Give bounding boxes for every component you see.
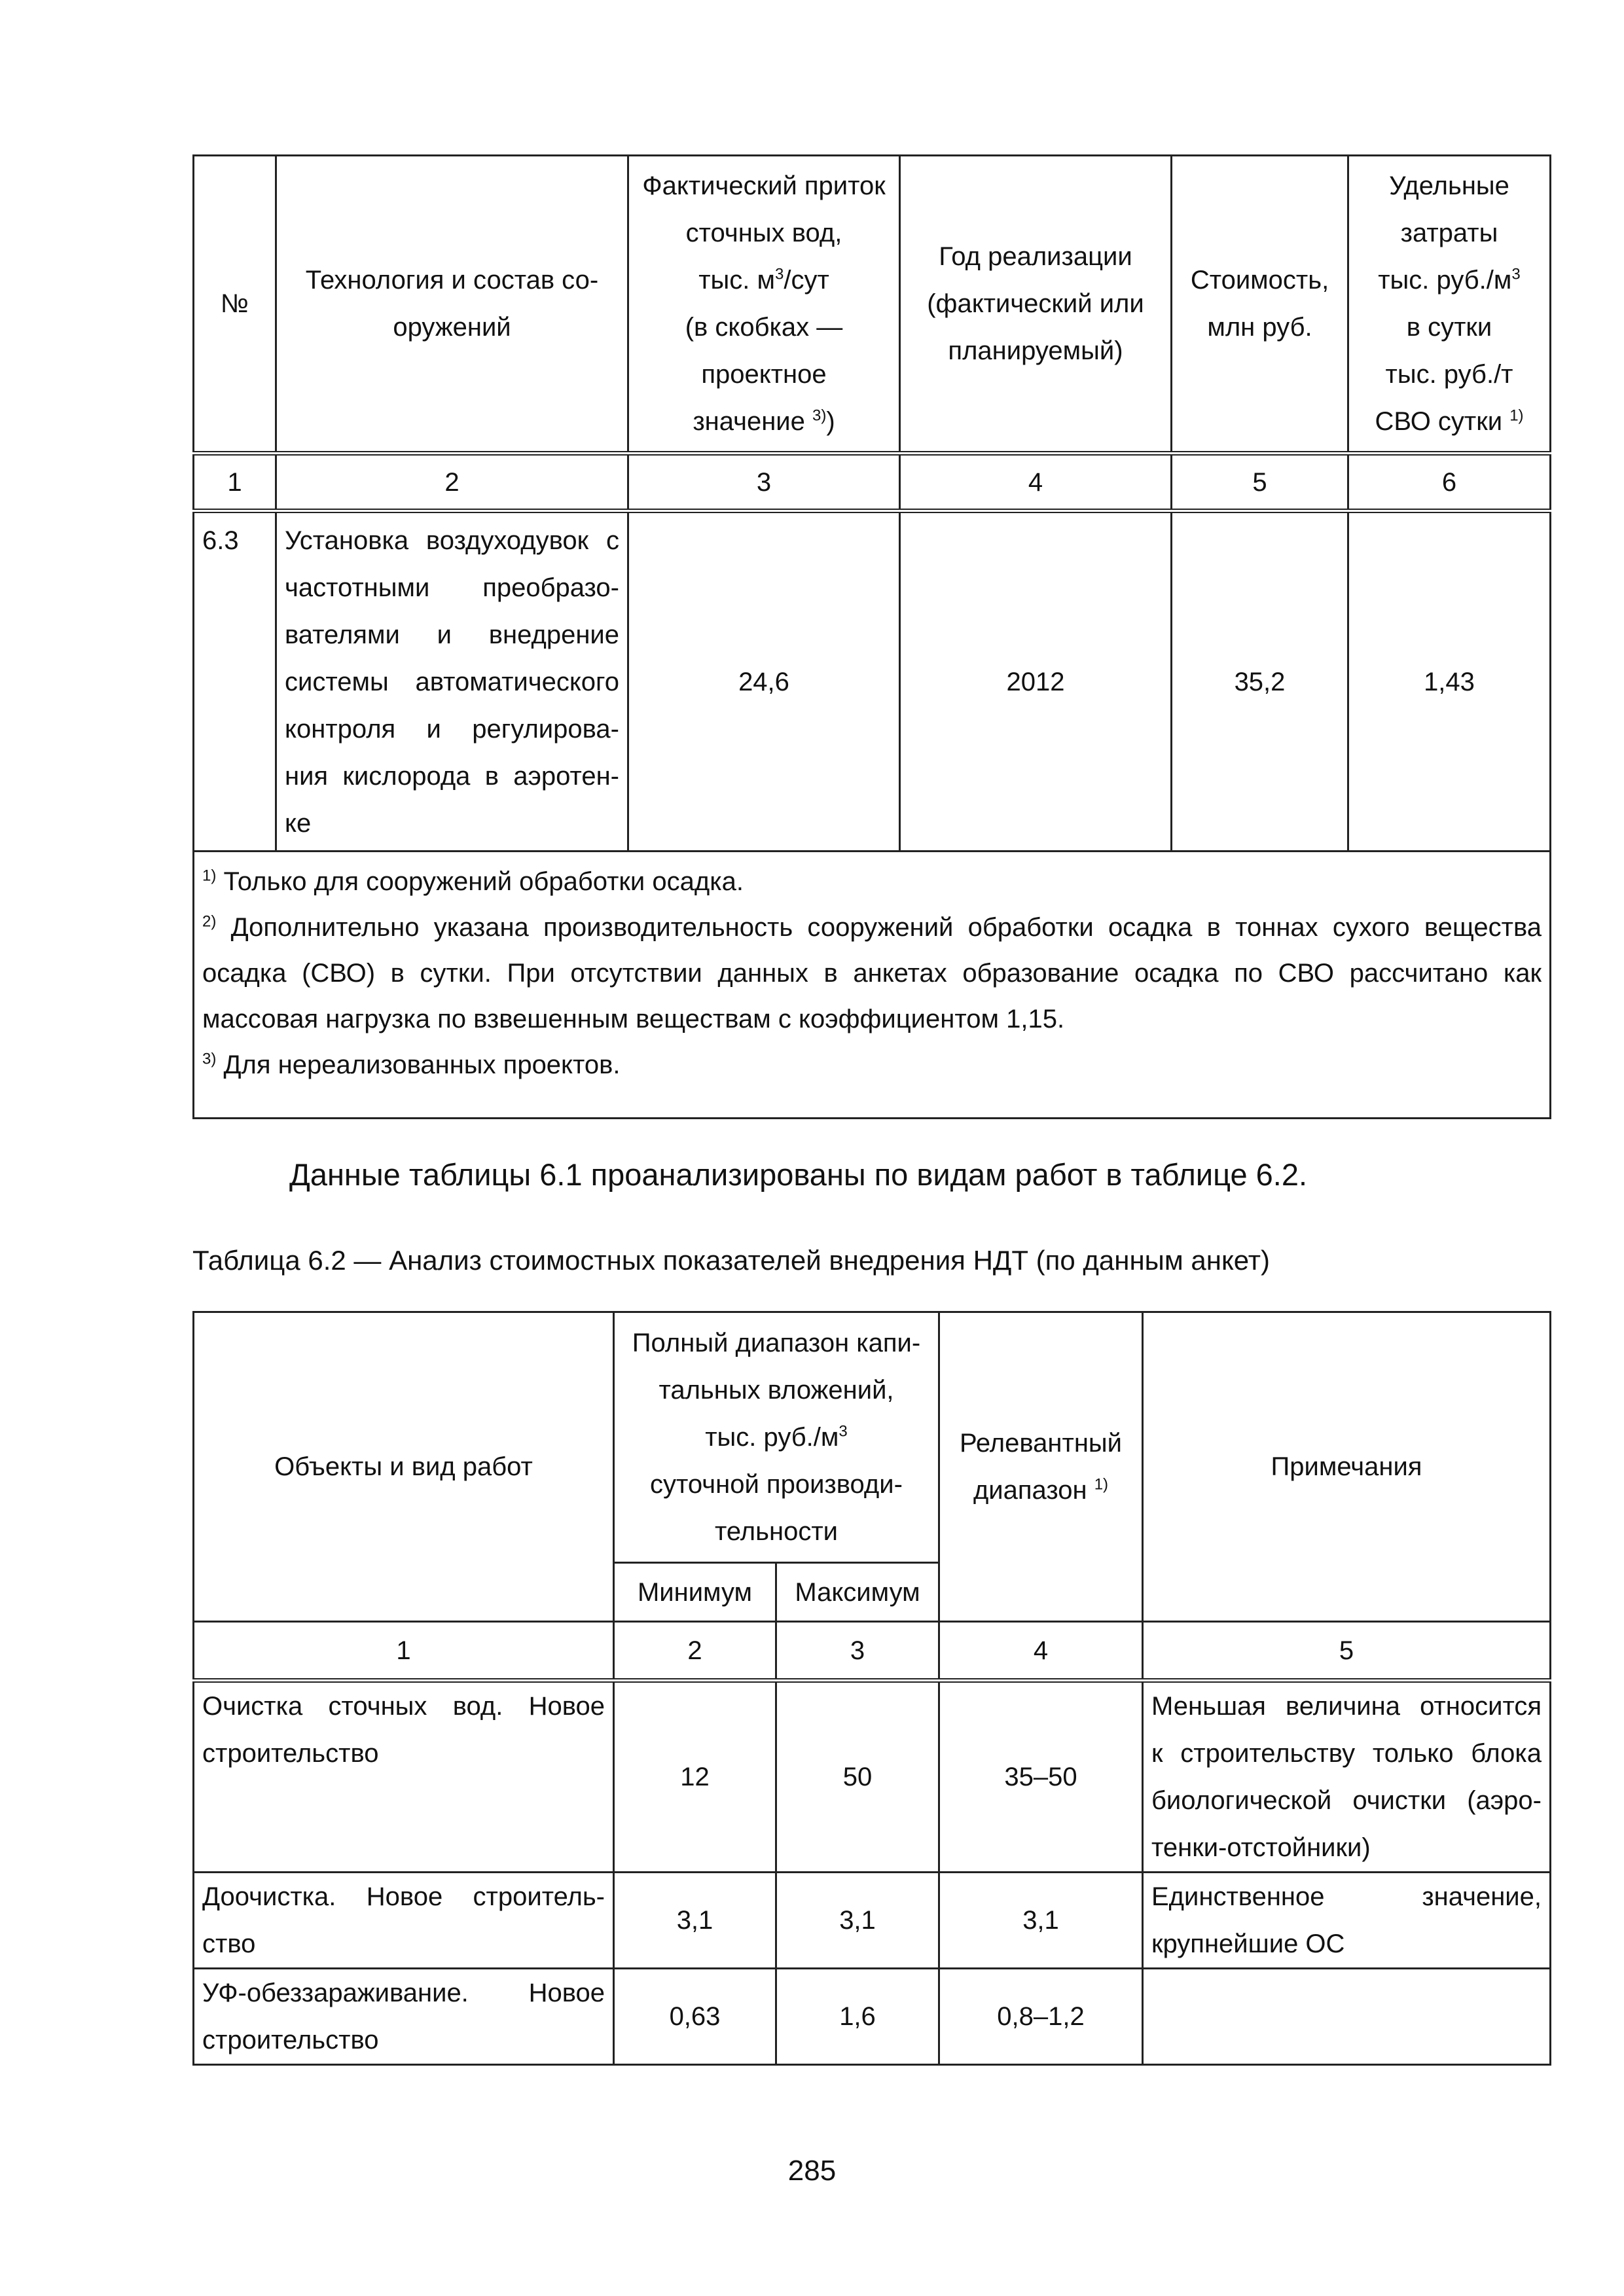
- footnote-2-line-1: $^{2)}$ Дополнительно указана производительность сооружений обработки осадка в тоннах сухого вещества: [202, 912, 1542, 942]
- col-number: 6: [1348, 454, 1551, 511]
- row-max: 50: [776, 1681, 939, 1873]
- row-specific: 1,43: [1348, 511, 1551, 852]
- row-object: УФ-обеззараживание. Новое строительство: [194, 1969, 614, 2065]
- table-6-1: [192, 154, 1551, 1119]
- header-max: Максимум: [776, 1563, 939, 1622]
- footnote-2-line-2: осадка (СВО) в сутки. При отсутствии данных в анкетах образование осадка по СВО рассчитано как: [202, 959, 1542, 988]
- footnote-3: $^{3)}$ Для нереализованных проектов.: [202, 1050, 621, 1079]
- col-number: 2: [614, 1622, 776, 1681]
- column-number-row: [194, 1622, 1551, 1681]
- col-number: 3: [628, 454, 900, 511]
- col-number: 5: [1143, 1622, 1551, 1681]
- row-number: 6.3: [194, 511, 276, 852]
- row-year: 2012: [900, 511, 1172, 852]
- header-row: [194, 156, 1551, 454]
- header-specific: Удельные затраты тыс. $руб./м^3$ в сутки тыс. руб./т СВО сутки $^{1)}$: [1348, 156, 1551, 454]
- table-row: [194, 511, 1551, 852]
- col-number: 3: [776, 1622, 939, 1681]
- table-row: [194, 1681, 1551, 1873]
- body-paragraph: Данные таблицы 6.1 проанализированы по видам работ в таблице 6.2.: [289, 1157, 1308, 1192]
- header-min: Минимум: [614, 1563, 776, 1622]
- footnote-2-line-3: массовая нагрузка по взвешенным веществам с коэффициентом 1,15.: [202, 1005, 1065, 1033]
- col-number: 4: [900, 454, 1172, 511]
- header-inflow: Фактический приток сточных вод, тыс. $м^3$/сут (в скобках — проектное значение $^{3)}$): [628, 156, 900, 454]
- col-number: 4: [939, 1622, 1143, 1681]
- header-num: №: [194, 156, 276, 454]
- col-number: 5: [1172, 454, 1348, 511]
- row-note: Единственное значение, крупнейшие ОС: [1143, 1873, 1551, 1969]
- row-object: Доочистка. Новое строитель- ство: [194, 1873, 614, 1969]
- header-objects: Объекты и вид работ: [194, 1312, 614, 1622]
- row-relevant: 0,8–1,2: [939, 1969, 1143, 2065]
- column-number-row: [194, 454, 1551, 511]
- col-number: 1: [194, 454, 276, 511]
- row-technology: Установка воздуходувок с частотными преобразо- вателями и внедрение системы автоматического контроля и регулирова- ния кислорода в аэротен- ке: [276, 511, 628, 852]
- page-number: 285: [787, 2155, 837, 2187]
- row-cost: 35,2: [1172, 511, 1348, 852]
- row-min: 12: [614, 1681, 776, 1873]
- header-notes: Примечания: [1143, 1312, 1551, 1622]
- header-row-1: [194, 1312, 1551, 1563]
- footnotes: [194, 852, 1551, 1119]
- header-range: Полный диапазон капи- тальных вложений, тыс. $руб./м^3$ суточной производи- тельности: [614, 1312, 939, 1563]
- table-caption: Таблица 6.2 — Анализ стоимостных показателей внедрения НДТ (по данным анкет): [192, 1245, 1270, 1276]
- row-min: 3,1: [614, 1873, 776, 1969]
- header-relevant: Релевантный диапазон $^{1)}$: [939, 1312, 1143, 1622]
- footnote-1: $^{1)}$ Только для сооружений обработки осадка.: [202, 867, 744, 896]
- row-relevant: 3,1: [939, 1873, 1143, 1969]
- row-max: 1,6: [776, 1969, 939, 2065]
- footnotes-row: [194, 852, 1551, 1119]
- header-tech: Технология и состав со- оружений: [276, 156, 628, 454]
- col-number: 1: [194, 1622, 614, 1681]
- table-row: [194, 1969, 1551, 2065]
- col-number: 2: [276, 454, 628, 511]
- row-object: Очистка сточных вод. Новое строительство: [194, 1681, 614, 1873]
- row-min: 0,63: [614, 1969, 776, 2065]
- row-max: 3,1: [776, 1873, 939, 1969]
- table-row: [194, 1873, 1551, 1969]
- row-note: Меньшая величина относится к строительству только блока биологической очистки (аэро- тенки-отстойники): [1143, 1681, 1551, 1873]
- table-6-2: [192, 1311, 1551, 2066]
- row-relevant: 35–50: [939, 1681, 1143, 1873]
- header-cost: Стоимость, млн руб.: [1172, 156, 1348, 454]
- row-note: [1143, 1969, 1551, 2065]
- header-year: Год реализации (фактический или планируемый): [900, 156, 1172, 454]
- row-inflow: 24,6: [628, 511, 900, 852]
